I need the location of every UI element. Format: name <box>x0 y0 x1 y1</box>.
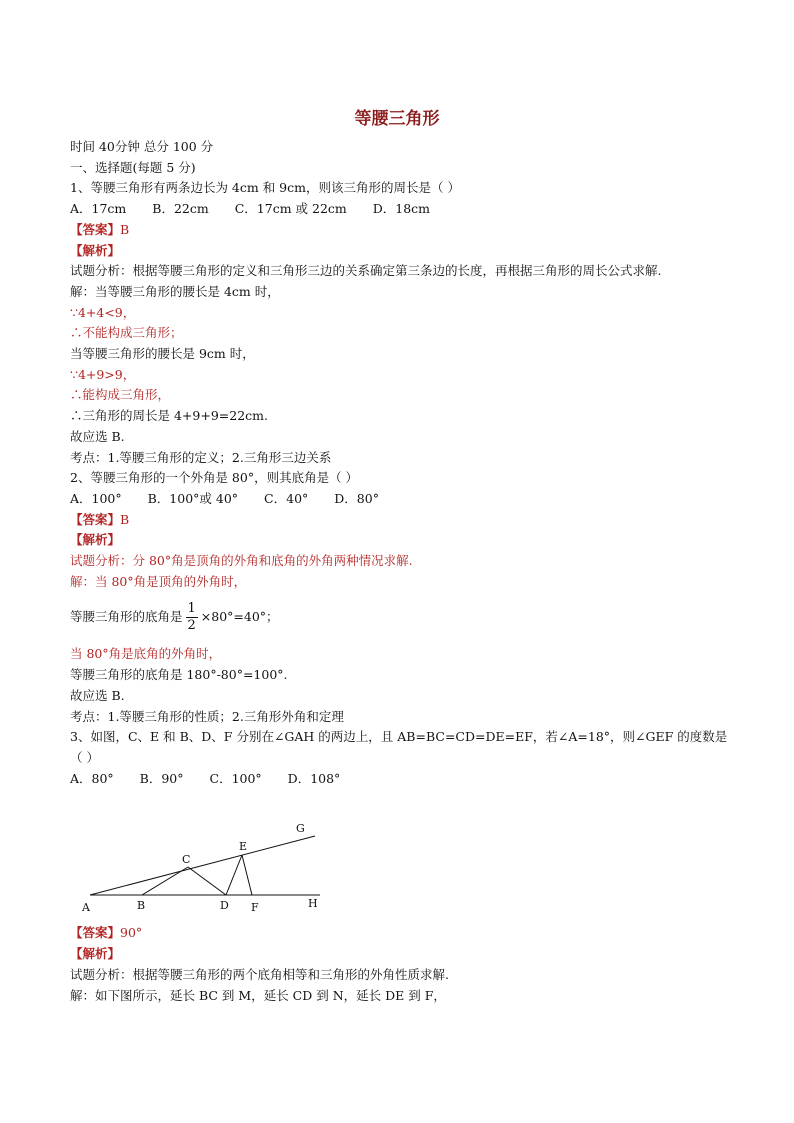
q2-analysis-tag: 【解析】 <box>70 532 121 548</box>
q2-analysis-line: 故应选 B. <box>70 687 125 703</box>
q2-answer-value: B <box>120 511 130 527</box>
q1-option-d: D．18cm <box>372 201 431 217</box>
q3-answer-value: 90° <box>120 925 143 941</box>
label-a: A <box>82 901 90 915</box>
answer-tag: 【答案】 <box>70 925 121 941</box>
label-e: E <box>239 840 248 854</box>
q2-option-b: B．100°或 40° <box>147 490 239 506</box>
q2-analysis-line: 试题分析：分 80°角是顶角的外角和底角的外角两种情况求解. <box>70 553 413 569</box>
q1-kaodian: 考点：1.等腰三角形的定义；2.三角形三边关系 <box>70 449 332 465</box>
q1-analysis-tag: 【解析】 <box>70 242 121 258</box>
fraction-numerator: 1 <box>187 600 196 616</box>
q1-analysis-line: ∵4+4<9， <box>70 304 136 320</box>
fraction <box>186 601 198 634</box>
q2-option-d: D．80° <box>334 490 379 506</box>
q2-option-c: C．40° <box>264 490 309 506</box>
segment-ef <box>242 855 252 895</box>
q2-analysis-line: 解：当 80°角是顶角的外角时， <box>70 573 247 589</box>
label-c: C <box>182 853 191 867</box>
label-h: H <box>308 897 318 911</box>
geometry-figure <box>70 795 730 923</box>
q2-base-suffix: ×80°=40°； <box>200 609 279 625</box>
q2-stem: 2、等腰三角形的一个外角是 80°，则其底角是（ ） <box>70 470 359 486</box>
q3-answer <box>70 923 730 944</box>
q1-analysis-line: ∴不能构成三角形； <box>70 325 183 341</box>
q2-answer <box>70 510 730 531</box>
q1-option-b: B．22cm <box>152 201 209 217</box>
segment-bc <box>142 867 188 895</box>
q3-option-a: A．80° <box>70 770 114 786</box>
q1-option-a: A．17cm <box>70 201 127 217</box>
segment-de <box>226 855 242 895</box>
q2-options <box>70 489 730 510</box>
q3-stem: 3、如图，C、E 和 B、D、F 分别在∠GAH 的两边上，且 AB=BC=CD=DE=EF，若∠A=18°，则∠GEF 的度数是（ ） <box>70 729 728 765</box>
test-meta: 时间 40分钟 总分 100 分 <box>70 139 214 154</box>
q1-analysis-line: 当等腰三角形的腰长是 9cm 时， <box>70 346 255 362</box>
answer-tag: 【答案】 <box>70 221 121 237</box>
q1-answer <box>70 220 730 241</box>
q2-option-a: A．100° <box>70 490 122 506</box>
q2-kaodian: 考点：1.等腰三角形的性质；2.三角形外角和定理 <box>70 708 344 724</box>
page-title: 等腰三角形 <box>354 109 440 129</box>
fraction-denominator: 2 <box>187 617 196 633</box>
q2-analysis-line: 等腰三角形的底角是 180°-80°=100°. <box>70 667 288 683</box>
q3-analysis-tag: 【解析】 <box>70 946 121 962</box>
label-d: D <box>220 899 229 913</box>
q1-answer-value: B <box>120 221 130 237</box>
q3-option-d: D．108° <box>287 770 341 786</box>
q3-analysis-line: 试题分析：根据等腰三角形的两个底角相等和三角形的外角性质求解. <box>70 966 449 982</box>
segment-cd <box>188 867 226 895</box>
q2-fraction-line <box>70 594 730 640</box>
q2-analysis-line: 当 80°角是底角的外角时， <box>70 646 222 662</box>
worksheet-content <box>70 137 730 1006</box>
q1-stem: 1、等腰三角形有两条边长为 4cm 和 9cm，则该三角形的周长是（ ） <box>70 180 460 196</box>
angle-figure-svg <box>70 795 330 923</box>
label-g: G <box>296 822 305 836</box>
q1-options <box>70 199 730 220</box>
q3-option-c: C．100° <box>209 770 262 786</box>
q1-analysis-line: 试题分析：根据等腰三角形的定义和三角形三边的关系确定第三条边的长度，再根据三角形的周长公式求解. <box>70 263 662 279</box>
ray-ag <box>90 836 315 895</box>
q3-analysis-line: 解：如下图所示，延长 BC 到 M，延长 CD 到 N，延长 DE 到 F， <box>70 987 446 1003</box>
q1-analysis-line: ∴能构成三角形， <box>70 387 171 403</box>
section-heading: 一、选择题(每题 5 分) <box>70 159 196 175</box>
answer-tag: 【答案】 <box>70 511 121 527</box>
q2-base-prefix: 等腰三角形的底角是 <box>70 609 183 625</box>
q3-option-b: B．90° <box>139 770 184 786</box>
q1-option-c: C．17cm 或 22cm <box>234 201 347 217</box>
label-f: F <box>251 901 259 915</box>
q1-analysis-line: 故应选 B. <box>70 428 125 444</box>
q3-options <box>70 769 730 790</box>
label-b: B <box>137 899 146 913</box>
q1-analysis-line: ∵4+9>9， <box>70 366 136 382</box>
q1-analysis-line: ∴三角形的周长是 4+9+9=22cm. <box>70 408 268 424</box>
q1-analysis-line: 解：当等腰三角形的腰长是 4cm 时， <box>70 283 280 299</box>
